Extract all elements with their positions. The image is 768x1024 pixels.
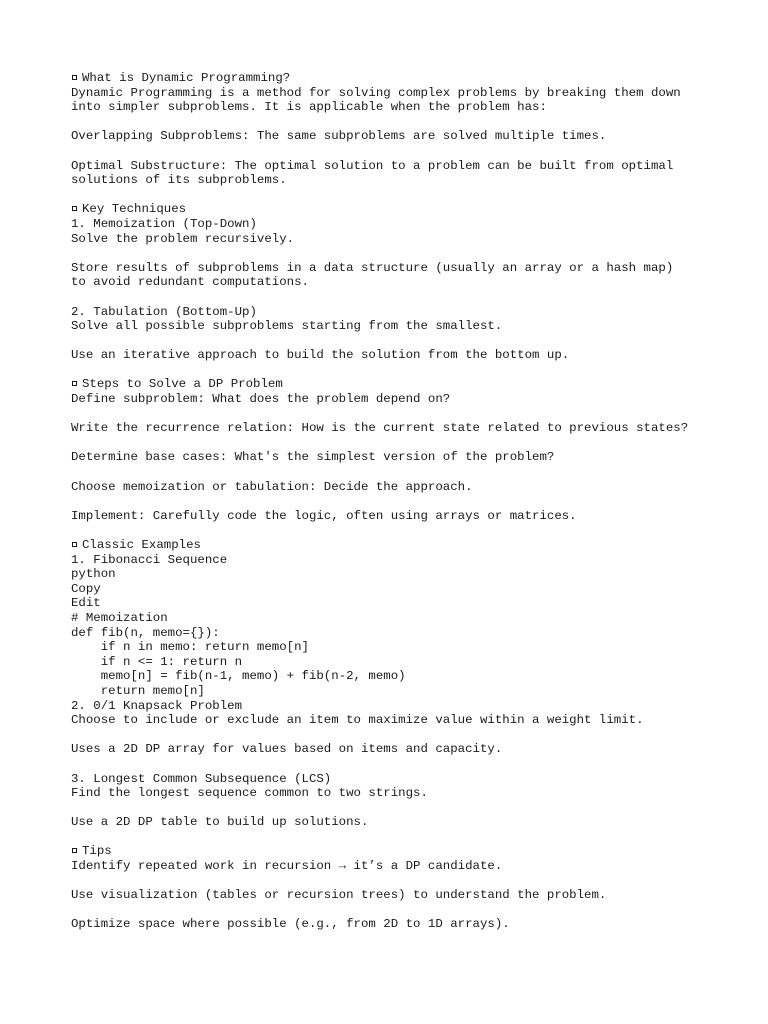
paragraph-line: Dynamic Programming is a method for solving complex problems by breaking them down — [71, 85, 681, 100]
copy-label: Copy — [71, 581, 101, 596]
spacer — [71, 523, 731, 538]
heading-text: Tips — [82, 844, 112, 859]
bullet-box-icon — [72, 75, 77, 80]
subheading: 3. Longest Common Subsequence (LCS) — [71, 771, 332, 786]
heading-text: What is Dynamic Programming? — [82, 71, 291, 85]
heading-text: Key Techniques — [82, 202, 187, 217]
section-heading-key-techniques — [71, 202, 731, 217]
document — [71, 71, 731, 932]
code-line: if n <= 1: return n — [71, 654, 243, 669]
spacer — [71, 290, 731, 305]
paragraph-line: Solve all possible subproblems starting from the smallest. — [71, 319, 503, 334]
subheading: 1. Fibonacci Sequence — [71, 552, 228, 567]
paragraph-line: Use an iterative approach to build the solution from the bottom up. — [71, 348, 570, 363]
code-line: def fib(n, memo={}): — [71, 625, 220, 640]
spacer — [71, 363, 731, 378]
spacer — [71, 830, 731, 845]
subheading: 2. Tabulation (Bottom-Up) — [71, 304, 257, 319]
spacer — [71, 436, 731, 451]
paragraph-line: into simpler subproblems. It is applicable when the problem has: — [71, 100, 547, 115]
paragraph-line: Write the recurrence relation: How is the current state related to previous states? — [71, 421, 689, 436]
subheading: 2. 0/1 Knapsack Problem — [71, 698, 243, 713]
spacer — [71, 494, 731, 509]
spacer — [71, 903, 731, 918]
section-heading-steps — [71, 377, 731, 392]
paragraph-line: to avoid redundant computations. — [71, 275, 309, 290]
spacer — [71, 246, 731, 261]
spacer — [71, 144, 731, 159]
spacer — [71, 407, 731, 422]
section-heading-tips — [71, 844, 731, 859]
paragraph-line: Optimize space where possible (e.g., from 2D to 1D arrays). — [71, 917, 510, 932]
bullet-box-icon — [72, 848, 77, 853]
bullet-box-icon — [72, 206, 77, 211]
section-heading-classic-examples — [71, 538, 731, 553]
spacer — [71, 115, 731, 130]
paragraph-line: Determine base cases: What's the simplest version of the problem? — [71, 450, 555, 465]
code-language-label: python — [71, 567, 116, 582]
code-line: return memo[n] — [71, 683, 205, 698]
paragraph-line: Implement: Carefully code the logic, often using arrays or matrices. — [71, 508, 577, 523]
paragraph-line: solutions of its subproblems. — [71, 173, 287, 188]
paragraph-line: Identify repeated work in recursion → it’s a DP candidate. — [71, 859, 503, 874]
paragraph-line: Overlapping Subproblems: The same subproblems are solved multiple times. — [71, 129, 607, 144]
section-heading-what-is-dp — [71, 71, 731, 86]
spacer — [71, 334, 731, 349]
paragraph-line: Find the longest sequence common to two strings. — [71, 786, 428, 801]
bullet-box-icon — [72, 381, 77, 386]
code-block — [71, 611, 731, 699]
edit-label: Edit — [71, 596, 101, 611]
spacer — [71, 465, 731, 480]
paragraph-line: Use visualization (tables or recursion trees) to understand the problem. — [71, 888, 607, 903]
spacer — [71, 757, 731, 772]
bullet-box-icon — [72, 542, 77, 547]
paragraph-line: Choose memoization or tabulation: Decide the approach. — [71, 479, 473, 494]
subheading: 1. Memoization (Top-Down) — [71, 216, 257, 231]
paragraph-line: Solve the problem recursively. — [71, 231, 295, 246]
paragraph-line: Store results of subproblems in a data structure (usually an array or a hash map) — [71, 260, 674, 275]
spacer — [71, 801, 731, 816]
heading-text: Steps to Solve a DP Problem — [82, 377, 283, 392]
paragraph-line: Define subproblem: What does the problem depend on? — [71, 392, 451, 407]
spacer — [71, 874, 731, 889]
paragraph-line: Optimal Substructure: The optimal solution to a problem can be built from optimal — [71, 158, 674, 173]
spacer — [71, 728, 731, 743]
paragraph-line: Choose to include or exclude an item to maximize value within a weight limit. — [71, 713, 644, 728]
code-line: memo[n] = fib(n-1, memo) + fib(n-2, memo) — [71, 669, 406, 684]
spacer — [71, 188, 731, 203]
heading-text: Classic Examples — [82, 538, 201, 552]
code-line: if n in memo: return memo[n] — [71, 640, 309, 655]
code-line: # Memoization — [71, 610, 168, 625]
paragraph-line: Uses a 2D DP array for values based on items and capacity. — [71, 742, 503, 757]
paragraph-line: Use a 2D DP table to build up solutions. — [71, 815, 369, 830]
